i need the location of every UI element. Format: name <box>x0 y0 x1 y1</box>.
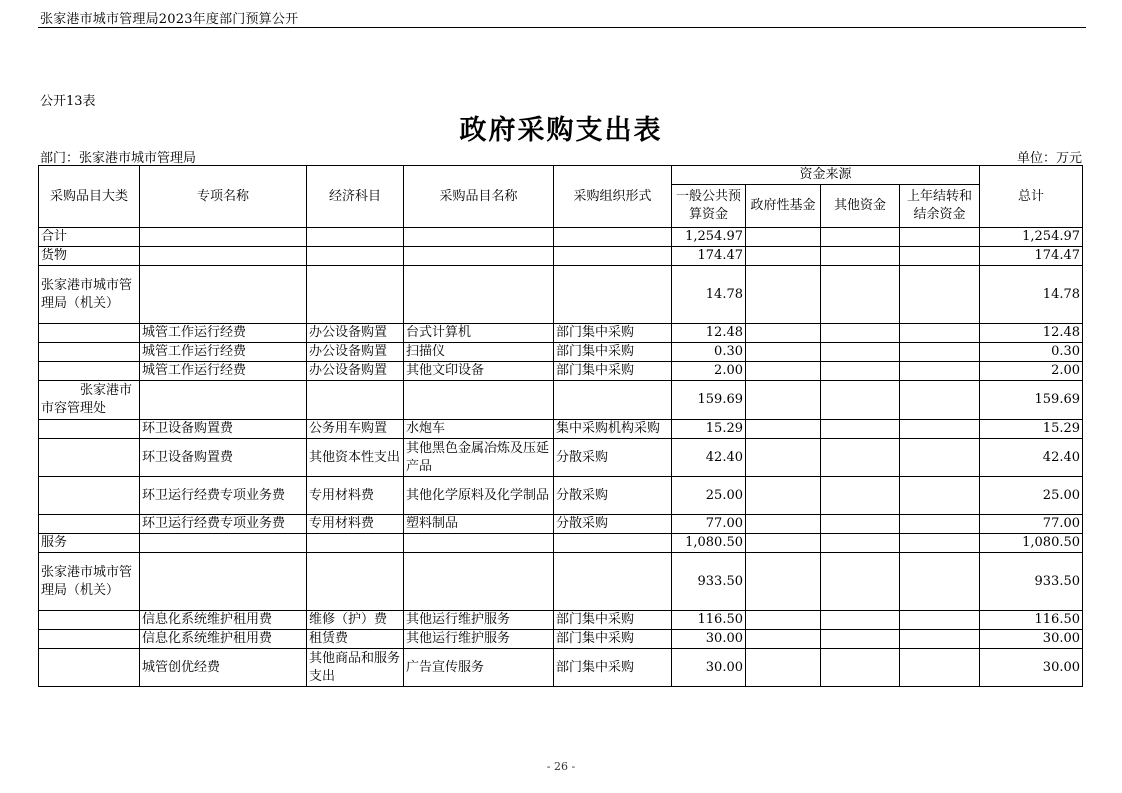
cell-carryover <box>900 630 980 649</box>
table-row <box>39 247 1083 266</box>
cell-item: 塑料制品 <box>404 515 554 534</box>
header-row-1 <box>39 166 1083 185</box>
cell-other <box>821 266 900 324</box>
cell-carryover <box>900 362 980 381</box>
cell-item <box>404 247 554 266</box>
page-number: - 26 - <box>546 760 576 773</box>
cell-category <box>39 324 140 343</box>
cell-general: 174.47 <box>672 247 746 266</box>
cell-org: 分散采购 <box>554 439 672 477</box>
cell-general: 25.00 <box>672 477 746 515</box>
table-row <box>39 630 1083 649</box>
cell-carryover <box>900 420 980 439</box>
cell-org: 分散采购 <box>554 515 672 534</box>
cell-econ <box>307 228 404 247</box>
cell-item <box>404 228 554 247</box>
cell-project: 城管创优经费 <box>140 649 307 687</box>
cell-item <box>404 553 554 611</box>
cell-carryover <box>900 477 980 515</box>
cell-gov-fund <box>746 247 821 266</box>
cell-econ <box>307 247 404 266</box>
cell-org <box>554 228 672 247</box>
cell-org: 部门集中采购 <box>554 649 672 687</box>
cell-org: 部门集中采购 <box>554 362 672 381</box>
cell-category: 张家港市城市管理局（机关） <box>39 553 140 611</box>
cell-general: 0.30 <box>672 343 746 362</box>
cell-project: 信息化系统维护租用费 <box>140 630 307 649</box>
cell-other <box>821 343 900 362</box>
cell-total: 1,080.50 <box>980 534 1083 553</box>
cell-other <box>821 228 900 247</box>
cell-gov-fund <box>746 515 821 534</box>
cell-econ: 办公设备购置 <box>307 362 404 381</box>
cell-category <box>39 630 140 649</box>
cell-org: 分散采购 <box>554 477 672 515</box>
cell-gov-fund <box>746 630 821 649</box>
cell-other <box>821 247 900 266</box>
col-total-header: 总计 <box>980 166 1083 228</box>
cell-gov-fund <box>746 324 821 343</box>
table-row <box>39 515 1083 534</box>
cell-project: 城管工作运行经费 <box>140 362 307 381</box>
cell-total: 159.69 <box>980 381 1083 420</box>
cell-item: 其他文印设备 <box>404 362 554 381</box>
cell-gov-fund <box>746 420 821 439</box>
cell-project: 环卫设备购置费 <box>140 439 307 477</box>
table-row <box>39 324 1083 343</box>
cell-econ <box>307 266 404 324</box>
cell-item <box>404 266 554 324</box>
cell-econ: 专用材料费 <box>307 477 404 515</box>
col-project-header: 专项名称 <box>140 166 307 228</box>
header-title: 张家港市城市管理局2023年度部门预算公开 <box>40 12 299 27</box>
cell-other <box>821 515 900 534</box>
cell-total: 30.00 <box>980 649 1083 687</box>
col-gov-fund-header: 政府性基金 <box>746 185 821 228</box>
col-other-header: 其他资金 <box>821 185 900 228</box>
cell-org: 部门集中采购 <box>554 324 672 343</box>
cell-category <box>39 362 140 381</box>
table-row <box>39 266 1083 324</box>
cell-other <box>821 630 900 649</box>
cell-gov-fund <box>746 343 821 362</box>
cell-org: 部门集中采购 <box>554 630 672 649</box>
table-body <box>39 228 1083 687</box>
cell-total: 174.47 <box>980 247 1083 266</box>
cell-project <box>140 381 307 420</box>
table-row <box>39 553 1083 611</box>
table-row <box>39 420 1083 439</box>
cell-carryover <box>900 343 980 362</box>
cell-org <box>554 266 672 324</box>
cell-org <box>554 553 672 611</box>
col-econ-header: 经济科目 <box>307 166 404 228</box>
cell-project <box>140 266 307 324</box>
cell-project <box>140 247 307 266</box>
cell-category <box>39 477 140 515</box>
cell-item: 扫描仪 <box>404 343 554 362</box>
cell-general: 933.50 <box>672 553 746 611</box>
cell-carryover <box>900 381 980 420</box>
cell-econ: 办公设备购置 <box>307 324 404 343</box>
table-row <box>39 477 1083 515</box>
cell-other <box>821 324 900 343</box>
cell-item: 其他化学原料及化学制品 <box>404 477 554 515</box>
cell-total: 25.00 <box>980 477 1083 515</box>
cell-general: 30.00 <box>672 649 746 687</box>
cell-econ: 其他商品和服务支出 <box>307 649 404 687</box>
cell-gov-fund <box>746 477 821 515</box>
cell-general: 116.50 <box>672 611 746 630</box>
cell-total: 0.30 <box>980 343 1083 362</box>
cell-other <box>821 649 900 687</box>
cell-general: 2.00 <box>672 362 746 381</box>
cell-general: 77.00 <box>672 515 746 534</box>
cell-project: 城管工作运行经费 <box>140 343 307 362</box>
cell-category: 货物 <box>39 247 140 266</box>
cell-econ: 办公设备购置 <box>307 343 404 362</box>
cell-project <box>140 553 307 611</box>
cell-general: 1,254.97 <box>672 228 746 247</box>
cell-org <box>554 381 672 420</box>
cell-econ: 维修（护）费 <box>307 611 404 630</box>
cell-general: 15.29 <box>672 420 746 439</box>
cell-general: 14.78 <box>672 266 746 324</box>
cell-project: 环卫运行经费专项业务费 <box>140 515 307 534</box>
cell-project: 信息化系统维护租用费 <box>140 611 307 630</box>
cell-econ <box>307 553 404 611</box>
cell-total: 77.00 <box>980 515 1083 534</box>
cell-other <box>821 477 900 515</box>
cell-other <box>821 611 900 630</box>
col-fund-source-header: 资金来源 <box>672 166 980 185</box>
cell-project <box>140 534 307 553</box>
cell-org <box>554 534 672 553</box>
cell-item <box>404 381 554 420</box>
table-row <box>39 228 1083 247</box>
cell-carryover <box>900 247 980 266</box>
cell-econ <box>307 534 404 553</box>
cell-total: 116.50 <box>980 611 1083 630</box>
cell-carryover <box>900 228 980 247</box>
document-title: 政府采购支出表 <box>459 115 663 146</box>
table-row <box>39 649 1083 687</box>
cell-general: 42.40 <box>672 439 746 477</box>
cell-item: 其他运行维护服务 <box>404 630 554 649</box>
cell-carryover <box>900 266 980 324</box>
table-row <box>39 439 1083 477</box>
cell-other <box>821 362 900 381</box>
cell-carryover <box>900 553 980 611</box>
cell-total: 12.48 <box>980 324 1083 343</box>
cell-carryover <box>900 611 980 630</box>
table-row <box>39 381 1083 420</box>
cell-category <box>39 515 140 534</box>
cell-category: 张家港市城市管理局（机关） <box>39 266 140 324</box>
cell-other <box>821 381 900 420</box>
table-row <box>39 362 1083 381</box>
cell-other <box>821 439 900 477</box>
cell-econ: 专用材料费 <box>307 515 404 534</box>
cell-carryover <box>900 324 980 343</box>
cell-carryover <box>900 534 980 553</box>
cell-item: 广告宣传服务 <box>404 649 554 687</box>
cell-econ: 其他资本性支出 <box>307 439 404 477</box>
col-category-header: 采购品目大类 <box>39 166 140 228</box>
cell-total: 15.29 <box>980 420 1083 439</box>
unit-label: 单位：万元 <box>1016 151 1082 166</box>
cell-total: 30.00 <box>980 630 1083 649</box>
cell-category <box>39 439 140 477</box>
cell-total: 933.50 <box>980 553 1083 611</box>
cell-other <box>821 420 900 439</box>
col-carryover-header: 上年结转和结余资金 <box>900 185 980 228</box>
cell-carryover <box>900 649 980 687</box>
cell-econ: 租赁费 <box>307 630 404 649</box>
cell-gov-fund <box>746 381 821 420</box>
cell-carryover <box>900 515 980 534</box>
cell-item <box>404 534 554 553</box>
cell-gov-fund <box>746 228 821 247</box>
department-label: 部门：张家港市城市管理局 <box>40 151 197 166</box>
cell-item: 台式计算机 <box>404 324 554 343</box>
cell-org: 部门集中采购 <box>554 343 672 362</box>
cell-other <box>821 534 900 553</box>
table-row <box>39 611 1083 630</box>
cell-item: 其他运行维护服务 <box>404 611 554 630</box>
cell-project: 城管工作运行经费 <box>140 324 307 343</box>
cell-category <box>39 649 140 687</box>
cell-econ <box>307 381 404 420</box>
col-general-header: 一般公共预算资金 <box>672 185 746 228</box>
cell-gov-fund <box>746 649 821 687</box>
cell-project: 环卫设备购置费 <box>140 420 307 439</box>
table-number: 公开13表 <box>40 94 96 109</box>
cell-total: 14.78 <box>980 266 1083 324</box>
cell-org: 部门集中采购 <box>554 611 672 630</box>
cell-total: 2.00 <box>980 362 1083 381</box>
cell-category: 合计 <box>39 228 140 247</box>
cell-category: 张家港市市容管理处 <box>39 381 140 420</box>
cell-item: 水炮车 <box>404 420 554 439</box>
cell-other <box>821 553 900 611</box>
cell-category <box>39 611 140 630</box>
cell-category <box>39 343 140 362</box>
cell-project <box>140 228 307 247</box>
cell-total: 42.40 <box>980 439 1083 477</box>
cell-gov-fund <box>746 266 821 324</box>
col-org-header: 采购组织形式 <box>554 166 672 228</box>
cell-project: 环卫运行经费专项业务费 <box>140 477 307 515</box>
cell-gov-fund <box>746 534 821 553</box>
cell-total: 1,254.97 <box>980 228 1083 247</box>
cell-general: 30.00 <box>672 630 746 649</box>
table-row <box>39 343 1083 362</box>
table-row <box>39 534 1083 553</box>
cell-econ: 公务用车购置 <box>307 420 404 439</box>
col-item-header: 采购品目名称 <box>404 166 554 228</box>
cell-carryover <box>900 439 980 477</box>
cell-org: 集中采购机构采购 <box>554 420 672 439</box>
procurement-table <box>38 165 1083 687</box>
cell-org <box>554 247 672 266</box>
header-rule <box>38 27 1086 28</box>
cell-general: 1,080.50 <box>672 534 746 553</box>
cell-category: 服务 <box>39 534 140 553</box>
cell-general: 159.69 <box>672 381 746 420</box>
cell-gov-fund <box>746 439 821 477</box>
cell-gov-fund <box>746 611 821 630</box>
cell-category <box>39 420 140 439</box>
cell-general: 12.48 <box>672 324 746 343</box>
cell-gov-fund <box>746 362 821 381</box>
cell-gov-fund <box>746 553 821 611</box>
cell-item: 其他黑色金属冶炼及压延产品 <box>404 439 554 477</box>
